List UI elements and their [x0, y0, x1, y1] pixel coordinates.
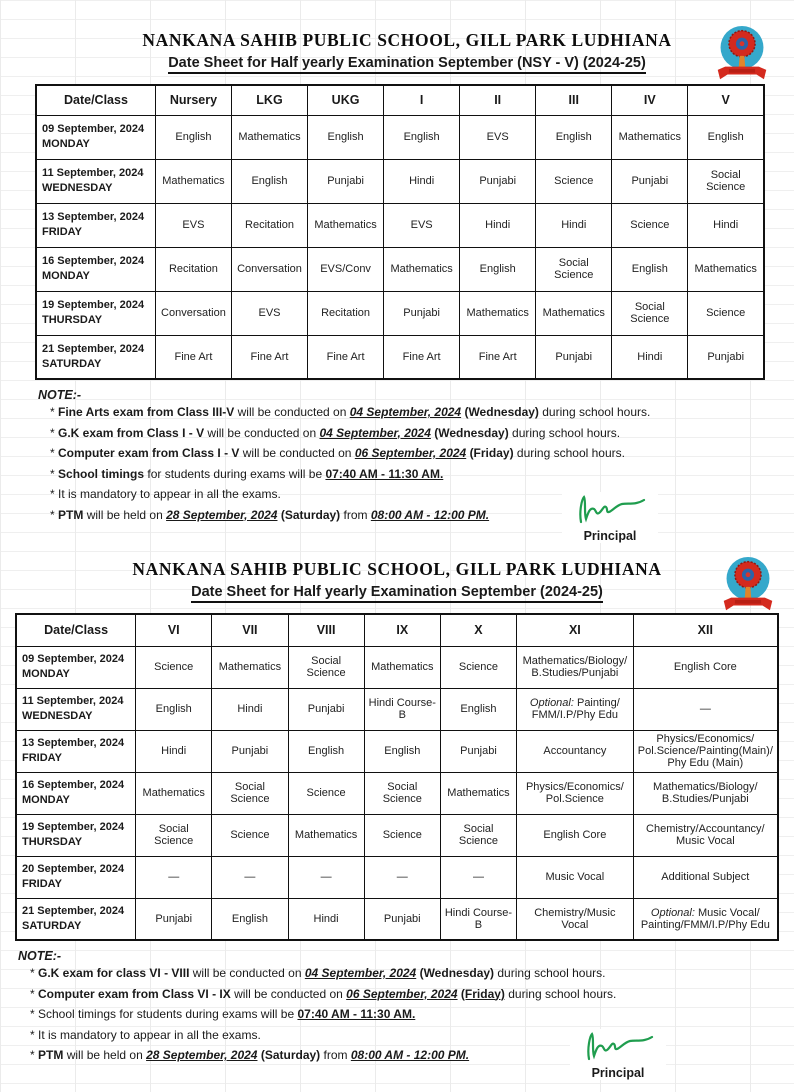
table-header-row	[36, 85, 764, 115]
table-row	[36, 247, 764, 291]
table-row	[16, 688, 778, 730]
date-text: 16 September, 2024	[22, 779, 125, 792]
subject-cell: Punjabi	[612, 159, 688, 203]
subject-cell: Mathematics	[364, 646, 440, 688]
date-sheet-table-nsy-v	[35, 84, 765, 380]
subject-cell: Hindi	[460, 203, 536, 247]
date-text: 13 September, 2024	[42, 211, 145, 224]
subject-cell: Social Science	[136, 814, 212, 856]
subject-cell: Physics/Economics/ Pol.Science/Painting(Main)/ Phy Edu (Main)	[633, 730, 778, 772]
subject-cell: Social Science	[212, 772, 288, 814]
day-text: WEDNESDAY	[22, 710, 93, 722]
header-cell: V	[688, 85, 764, 115]
header-cell: II	[460, 85, 536, 115]
principal-label: Principal	[591, 1065, 645, 1080]
subject-cell: Social Science	[612, 291, 688, 335]
subject-cell: English Core	[633, 646, 778, 688]
note-line: * PTM will be held on 28 September, 2024 (Saturday) from 08:00 AM - 12:00 PM.	[50, 507, 490, 522]
header-cell: VII	[212, 614, 288, 646]
subject-cell: English	[612, 247, 688, 291]
subject-cell: English	[155, 115, 231, 159]
subject-cell: Punjabi	[212, 730, 288, 772]
principal-label: Principal	[583, 529, 637, 543]
subject-cell: Social Science	[440, 814, 516, 856]
header-cell: Nursery	[155, 85, 231, 115]
subject-cell: Recitation	[308, 291, 384, 335]
header-cell: XII	[633, 614, 778, 646]
subject-cell: Conversation	[155, 291, 231, 335]
date-sheet-table-vi-xii	[15, 613, 779, 941]
subject-cell: Social Science	[288, 646, 364, 688]
subject-cell: Mathematics	[440, 772, 516, 814]
day-text: SATURDAY	[22, 919, 82, 932]
subject-cell: EVS	[384, 203, 460, 247]
note-line: * G.K exam from Class I - V will be conducted on 04 September, 2024 (Wednesday) during school hours.	[50, 425, 621, 440]
date-cell	[36, 203, 155, 247]
subject-cell: Science	[536, 159, 612, 203]
subject-cell: English	[688, 115, 764, 159]
subject-cell: Fine Art	[384, 335, 460, 379]
subject-cell: —	[288, 856, 364, 898]
subject-cell: Science	[136, 646, 212, 688]
subject-cell: Hindi	[212, 688, 288, 730]
subject-cell: Punjabi	[688, 335, 764, 379]
subject-cell: Conversation	[231, 247, 307, 291]
subject-cell: EVS	[155, 203, 231, 247]
subject-cell: —	[633, 688, 778, 730]
subject-cell: Science	[288, 772, 364, 814]
date-text: 19 September, 2024	[22, 821, 125, 834]
subject-cell: Hindi	[612, 335, 688, 379]
header-cell: IV	[612, 85, 688, 115]
subject-cell: Mathematics	[288, 814, 364, 856]
table-row	[16, 772, 778, 814]
header-cell: Date/Class	[36, 85, 155, 115]
subject-cell: Mathematics	[136, 772, 212, 814]
subject-cell: Science	[440, 646, 516, 688]
subject-cell: Science	[612, 203, 688, 247]
header-cell: XI	[517, 614, 634, 646]
school-logo-icon	[720, 553, 776, 617]
subject-cell: Science	[364, 814, 440, 856]
subject-cell: Music Vocal	[517, 856, 634, 898]
date-cell	[36, 247, 155, 291]
date-text: 13 September, 2024	[22, 737, 125, 750]
subject-cell: English	[231, 159, 307, 203]
subject-cell: —	[364, 856, 440, 898]
day-text: FRIDAY	[42, 226, 82, 238]
subject-cell: Social Science	[364, 772, 440, 814]
subject-cell: Hindi	[288, 898, 364, 940]
subject-cell: Fine Art	[231, 335, 307, 379]
subject-cell: Punjabi	[384, 291, 460, 335]
day-text: SATURDAY	[42, 357, 102, 370]
subject-cell: English	[308, 115, 384, 159]
section-nsy-v	[0, 0, 794, 543]
header-cell: IX	[364, 614, 440, 646]
subject-cell: Science	[212, 814, 288, 856]
subject-cell: Punjabi	[440, 730, 516, 772]
subject-cell: —	[212, 856, 288, 898]
subject-cell: Hindi	[136, 730, 212, 772]
section-header	[60, 543, 734, 603]
subject-cell: EVS/Conv	[308, 247, 384, 291]
header-cell: III	[536, 85, 612, 115]
subject-cell: Recitation	[231, 203, 307, 247]
date-cell	[36, 159, 155, 203]
subject-cell: EVS	[231, 291, 307, 335]
subject-cell: English	[288, 730, 364, 772]
day-text: FRIDAY	[22, 878, 62, 890]
subject-cell: Hindi	[384, 159, 460, 203]
note-line: * School timings for students during exams will be 07:40 AM - 11:30 AM.	[30, 1007, 416, 1021]
note-line: * PTM will be held on 28 September, 2024 (Saturday) from 08:00 AM - 12:00 PM.	[30, 1048, 470, 1062]
subject-cell: —	[440, 856, 516, 898]
day-text: MONDAY	[22, 794, 70, 806]
subject-cell: Fine Art	[460, 335, 536, 379]
subject-cell: Mathematics	[688, 247, 764, 291]
table-row	[36, 159, 764, 203]
subject-cell: Fine Art	[308, 335, 384, 379]
table-row	[36, 335, 764, 379]
subject-cell: Mathematics	[231, 115, 307, 159]
note-line: * It is mandatory to appear in all the exams.	[30, 1027, 261, 1042]
subject-cell: English	[460, 247, 536, 291]
date-cell	[36, 335, 155, 379]
header-cell: Date/Class	[16, 614, 136, 646]
subject-cell: Hindi Course-B	[440, 898, 516, 940]
subject-cell: —	[136, 856, 212, 898]
table-row	[16, 646, 778, 688]
day-text: FRIDAY	[22, 752, 62, 764]
note-heading: NOTE:-	[18, 949, 62, 963]
note-heading: NOTE:-	[38, 388, 82, 402]
date-cell	[36, 291, 155, 335]
subject-cell: Mathematics	[155, 159, 231, 203]
date-text: 21 September, 2024	[22, 904, 125, 917]
subject-cell: Science	[688, 291, 764, 335]
subject-cell: Mathematics	[460, 291, 536, 335]
subject-cell: Additional Subject	[633, 856, 778, 898]
date-text: 20 September, 2024	[22, 863, 125, 876]
date-cell	[16, 688, 136, 730]
header-cell: X	[440, 614, 516, 646]
subject-cell: Mathematics/Biology/ B.Studies/Punjabi	[633, 772, 778, 814]
subject-cell: Accountancy	[517, 730, 634, 772]
day-text: MONDAY	[42, 270, 90, 282]
section-header	[90, 0, 724, 74]
note-line: * It is mandatory to appear in all the exams.	[50, 487, 281, 501]
day-text: MONDAY	[42, 138, 90, 150]
table-row	[36, 115, 764, 159]
subject-cell: Chemistry/Music Vocal	[517, 898, 634, 940]
principal-signature-icon	[571, 492, 649, 528]
subject-cell: English	[136, 688, 212, 730]
subject-cell: Social Science	[688, 159, 764, 203]
subject-cell: EVS	[460, 115, 536, 159]
note-line: * School timings for students during exams will be 07:40 AM - 11:30 AM.	[50, 466, 444, 481]
day-text: THURSDAY	[42, 314, 103, 326]
subject-cell: Optional: Music Vocal/ Painting/FMM/I.P/Phy Edu	[633, 898, 778, 940]
subject-cell: Punjabi	[288, 688, 364, 730]
date-text: 11 September, 2024	[42, 167, 144, 180]
subject-cell: Mathematics/Biology/ B.Studies/Punjabi	[517, 646, 634, 688]
subject-cell: Recitation	[155, 247, 231, 291]
date-cell	[16, 814, 136, 856]
subject-cell: Physics/Economics/ Pol.Science	[517, 772, 634, 814]
header-cell: I	[384, 85, 460, 115]
subject-cell: English	[384, 115, 460, 159]
subject-cell: Mathematics	[536, 291, 612, 335]
subject-cell: Punjabi	[136, 898, 212, 940]
date-cell	[16, 646, 136, 688]
date-cell	[16, 856, 136, 898]
date-text: 21 September, 2024	[42, 342, 145, 355]
subject-cell: Hindi	[688, 203, 764, 247]
signature-block	[570, 1029, 666, 1080]
note-line: * Fine Arts exam from Class III-V will be conducted on 04 September, 2024 (Wednesday) during school hours.	[50, 405, 651, 419]
subject-cell: Punjabi	[460, 159, 536, 203]
subject-cell: English	[440, 688, 516, 730]
day-text: THURSDAY	[22, 836, 83, 848]
note-line: * Computer exam from Class I - V will be conducted on 06 September, 2024 (Friday) during school hours.	[50, 446, 625, 460]
school-logo-icon	[714, 22, 770, 86]
page-subtitle: Date Sheet for Half yearly Examination September (NSY - V) (2024-25)	[168, 55, 646, 74]
subject-cell: Mathematics	[308, 203, 384, 247]
subject-cell: Mathematics	[384, 247, 460, 291]
table-row	[16, 814, 778, 856]
principal-signature-icon	[579, 1029, 657, 1065]
date-cell	[16, 772, 136, 814]
day-text: MONDAY	[22, 668, 70, 680]
date-cell	[16, 730, 136, 772]
header-cell: UKG	[308, 85, 384, 115]
date-text: 19 September, 2024	[42, 299, 145, 312]
subject-cell: Social Science	[536, 247, 612, 291]
subject-cell: Punjabi	[364, 898, 440, 940]
table-row	[16, 730, 778, 772]
page-title: NANKANA SAHIB PUBLIC SCHOOL, GILL PARK LUDHIANA	[132, 559, 662, 579]
table-row	[36, 203, 764, 247]
subject-cell: Fine Art	[155, 335, 231, 379]
subject-cell: Hindi Course-B	[364, 688, 440, 730]
date-cell	[36, 115, 155, 159]
date-text: 09 September, 2024	[42, 123, 145, 136]
table-row	[36, 291, 764, 335]
subject-cell: Optional: Painting/ FMM/I.P/Phy Edu	[517, 688, 634, 730]
note-line: * G.K exam for class VI - VIII will be conducted on 04 September, 2024 (Wednesday) during school hours.	[30, 966, 606, 980]
subject-cell: English	[536, 115, 612, 159]
subject-cell: English	[212, 898, 288, 940]
note-line: * Computer exam from Class VI - IX will be conducted on 06 September, 2024 (Friday) during school hours.	[30, 986, 617, 1001]
header-cell: VI	[136, 614, 212, 646]
header-cell: LKG	[231, 85, 307, 115]
subject-cell: Mathematics	[612, 115, 688, 159]
table-header-row	[16, 614, 778, 646]
section-vi-xii	[0, 543, 794, 1080]
subject-cell: Chemistry/Accountancy/ Music Vocal	[633, 814, 778, 856]
subject-cell: Punjabi	[308, 159, 384, 203]
subject-cell: English Core	[517, 814, 634, 856]
page-title: NANKANA SAHIB PUBLIC SCHOOL, GILL PARK LUDHIANA	[142, 30, 672, 50]
header-cell: VIII	[288, 614, 364, 646]
table-row	[16, 898, 778, 940]
day-text: WEDNESDAY	[42, 182, 113, 194]
subject-cell: Hindi	[536, 203, 612, 247]
date-text: 11 September, 2024	[22, 695, 124, 708]
subject-cell: Punjabi	[536, 335, 612, 379]
table-row	[16, 856, 778, 898]
signature-block	[562, 492, 658, 543]
date-text: 16 September, 2024	[42, 255, 145, 268]
subject-cell: English	[364, 730, 440, 772]
page-subtitle: Date Sheet for Half yearly Examination September (2024-25)	[191, 584, 603, 603]
date-cell	[16, 898, 136, 940]
subject-cell: Mathematics	[212, 646, 288, 688]
date-text: 09 September, 2024	[22, 653, 125, 666]
